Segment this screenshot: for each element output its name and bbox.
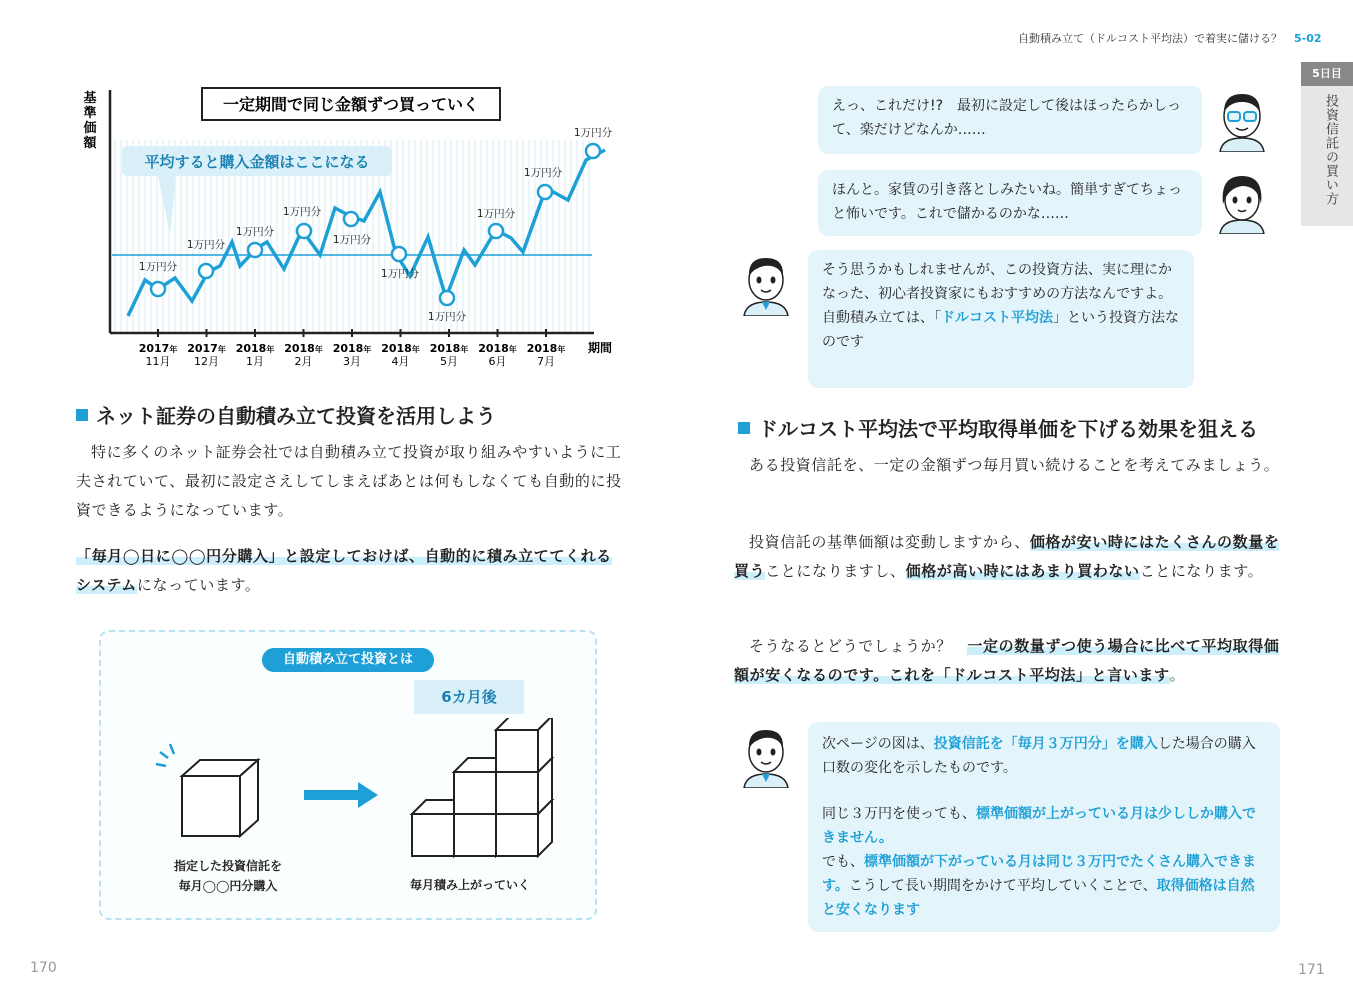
x-tick-year: 2017年 bbox=[138, 342, 178, 355]
heading-square-icon bbox=[76, 409, 88, 421]
right-para-1: ある投資信託を、一定の金額ずつ毎月買い続けることを考えてみましょう。 bbox=[749, 456, 1280, 474]
x-tick-month: 5月 bbox=[440, 355, 458, 368]
sparkle-icon bbox=[156, 744, 174, 766]
right-para-3-highlight: 一定の数量ずつ使う場合に比べて平均取得価額が安くなるのです。これを「ドルコスト平均法」と言います bbox=[734, 637, 1280, 684]
purchase-marker bbox=[440, 291, 454, 305]
illustration-badge: 自動積み立て投資とは bbox=[262, 648, 434, 672]
chart-title: 一定期間で同じ金額ずつ買っていく bbox=[222, 95, 480, 114]
purchase-marker bbox=[248, 243, 262, 257]
purchase-label: 1万円分 bbox=[573, 127, 613, 139]
purchase-marker bbox=[199, 264, 213, 278]
purchase-marker bbox=[297, 224, 311, 238]
right-para-2-highlight-2: 価格が高い時にはあまり買わない bbox=[905, 562, 1140, 580]
x-tick-month: 3月 bbox=[343, 355, 361, 368]
x-tick-month: 7月 bbox=[537, 355, 555, 368]
running-header bbox=[1018, 30, 1322, 46]
purchase-marker bbox=[489, 224, 503, 238]
stacked-cubes bbox=[412, 718, 552, 856]
purchase-marker bbox=[151, 282, 165, 296]
x-label: 期間 bbox=[588, 341, 613, 355]
callout-text: 平均すると購入金額はここになる bbox=[144, 153, 370, 171]
speech-bubble-3 bbox=[808, 250, 1194, 388]
x-tick-month: 6月 bbox=[488, 355, 507, 368]
x-tick-year: 2017年 bbox=[187, 342, 226, 355]
right-heading bbox=[738, 413, 1258, 442]
left-caption-line-1: 指定した投資信託を bbox=[173, 859, 282, 873]
cube-illustration bbox=[150, 718, 570, 858]
page-number-right: 171 bbox=[1298, 962, 1325, 978]
left-heading-text: ネット証券の自動積み立て投資を活用しよう bbox=[96, 404, 496, 428]
x-tick-year: 2018年 bbox=[429, 342, 469, 355]
right-heading-text: ドルコスト平均法で平均取得単価を下げる効果を狙える bbox=[758, 417, 1258, 441]
y-label-char: 基 bbox=[83, 91, 97, 106]
x-tick-month: 1月 bbox=[246, 355, 264, 368]
x-tick-year: 2018年 bbox=[478, 342, 517, 355]
x-tick-year: 2018年 bbox=[235, 342, 275, 355]
bubble-3-line-a: そう思うかもしれませんが、この投資方法、実に理にかなった、初心者投資家にもおすすめの方法なんですよ。 bbox=[822, 262, 1173, 302]
heading-square-icon bbox=[738, 422, 750, 434]
single-cube bbox=[182, 760, 258, 836]
speech-bubble-4 bbox=[808, 722, 1280, 932]
left-para-2-rest: になっています。 bbox=[136, 576, 261, 594]
x-tick-year: 2018年 bbox=[381, 342, 420, 355]
right-para-3: そうなるとどうでしょうか？ 一定の数量ずつ使う場合に比べて平均取得価額が安くなるのです。これを「ドルコスト平均法」と言います。 bbox=[734, 637, 1280, 684]
purchase-marker bbox=[344, 212, 358, 226]
purchase-label: 1万円分 bbox=[332, 234, 372, 246]
advisor-avatar-icon bbox=[738, 252, 794, 316]
x-tick-month: 12月 bbox=[194, 355, 219, 368]
right-para-2: 投資信託の基準価額は変動しますから、価格が安い時にはたくさんの数量を買うことになりますし、価格が高い時にはあまり買わないことになります。 bbox=[734, 533, 1280, 580]
arrow-right-icon bbox=[304, 782, 378, 808]
y-label-char: 価 bbox=[83, 121, 97, 136]
right-para-2-highlight-1: 価格が安い時にはたくさんの数量を買う bbox=[734, 533, 1280, 580]
x-tick-year: 2018年 bbox=[284, 342, 323, 355]
running-title: 自動積み立て（ドルコスト平均法）で着実に儲ける？ bbox=[1018, 32, 1282, 45]
y-label-char: 準 bbox=[83, 106, 97, 121]
x-tick-year: 2018年 bbox=[526, 342, 566, 355]
cube bbox=[496, 718, 552, 772]
purchase-marker bbox=[586, 144, 600, 158]
left-para-2 bbox=[76, 542, 624, 600]
purchase-label: 1万円分 bbox=[186, 239, 226, 251]
y-label-char: 額 bbox=[83, 136, 97, 151]
purchase-label: 1万円分 bbox=[138, 261, 178, 273]
bubble-4-para-2: 同じ３万円を使っても、標準価額が上がっている月は少ししか購入できません。 bbox=[822, 806, 1256, 846]
right-caption: 毎月積み上がっていく bbox=[409, 878, 530, 892]
left-heading bbox=[76, 400, 496, 429]
speech-bubble-1: えっ、これだけ!? 最初に設定して後はほったらかしって、楽だけどなんか…… bbox=[818, 86, 1202, 154]
bubble-4-para-3: でも、標準価額が下がっている月は同じ３万円でたくさん購入できます。こうして長い期間をかけて平均していくことで、取得価格は自然と安くなります bbox=[822, 854, 1256, 918]
left-para-1: 特に多くのネット証券会社では自動積み立て投資が取り組みやすいように工夫されていて、最初に設定さえしてしまえばあとは何もしなくても自動的に投資できるようになっています。 bbox=[76, 443, 622, 519]
purchase-marker bbox=[538, 185, 552, 199]
man-glasses-avatar-icon bbox=[1214, 88, 1270, 152]
woman-avatar-icon bbox=[1214, 170, 1270, 234]
purchase-label: 1万円分 bbox=[523, 167, 563, 179]
bubble-3-line-b: 自動積み立ては、「ドルコスト平均法」という投資方法なのです bbox=[822, 310, 1179, 350]
purchase-label: 1万円分 bbox=[282, 206, 322, 218]
left-para-2-highlight: 「毎月◯日に◯◯円分購入」と設定しておけば、自動的に積み立ててくれるシステム bbox=[76, 547, 612, 594]
advisor-avatar-icon bbox=[738, 724, 794, 788]
speech-bubble-2: ほんと。家賃の引き落としみたいね。簡単すぎてちょっと怖いです。これで儲かるのかな…… bbox=[818, 170, 1202, 236]
page-number-left: 170 bbox=[30, 960, 57, 976]
left-caption bbox=[140, 856, 316, 896]
x-tick-month: 2月 bbox=[294, 355, 313, 368]
side-tab-title: 投資信託の買い方 bbox=[1323, 94, 1338, 206]
section-number: 5-02 bbox=[1294, 32, 1322, 45]
purchase-label: 1万円分 bbox=[476, 208, 516, 220]
price-chart bbox=[70, 80, 630, 380]
bubble-3-highlight: ドルコスト平均法 bbox=[941, 310, 1053, 326]
purchase-label: 1万円分 bbox=[235, 226, 275, 238]
six-months-label: 6カ月後 bbox=[414, 680, 524, 714]
purchase-label: 1万円分 bbox=[427, 311, 467, 323]
x-tick-month: 4月 bbox=[391, 355, 410, 368]
side-tab-day: 5日目 bbox=[1301, 62, 1353, 86]
purchase-marker bbox=[392, 247, 406, 261]
left-caption-line-2: 毎月◯◯円分購入 bbox=[178, 879, 278, 893]
x-tick-year: 2018年 bbox=[332, 342, 372, 355]
bubble-4-para-1: 次ページの図は、投資信託を「毎月３万円分」を購入した場合の購入口数の変化を示したものです。 bbox=[822, 736, 1256, 776]
x-tick-month: 11月 bbox=[145, 355, 171, 368]
purchase-label: 1万円分 bbox=[380, 268, 420, 280]
